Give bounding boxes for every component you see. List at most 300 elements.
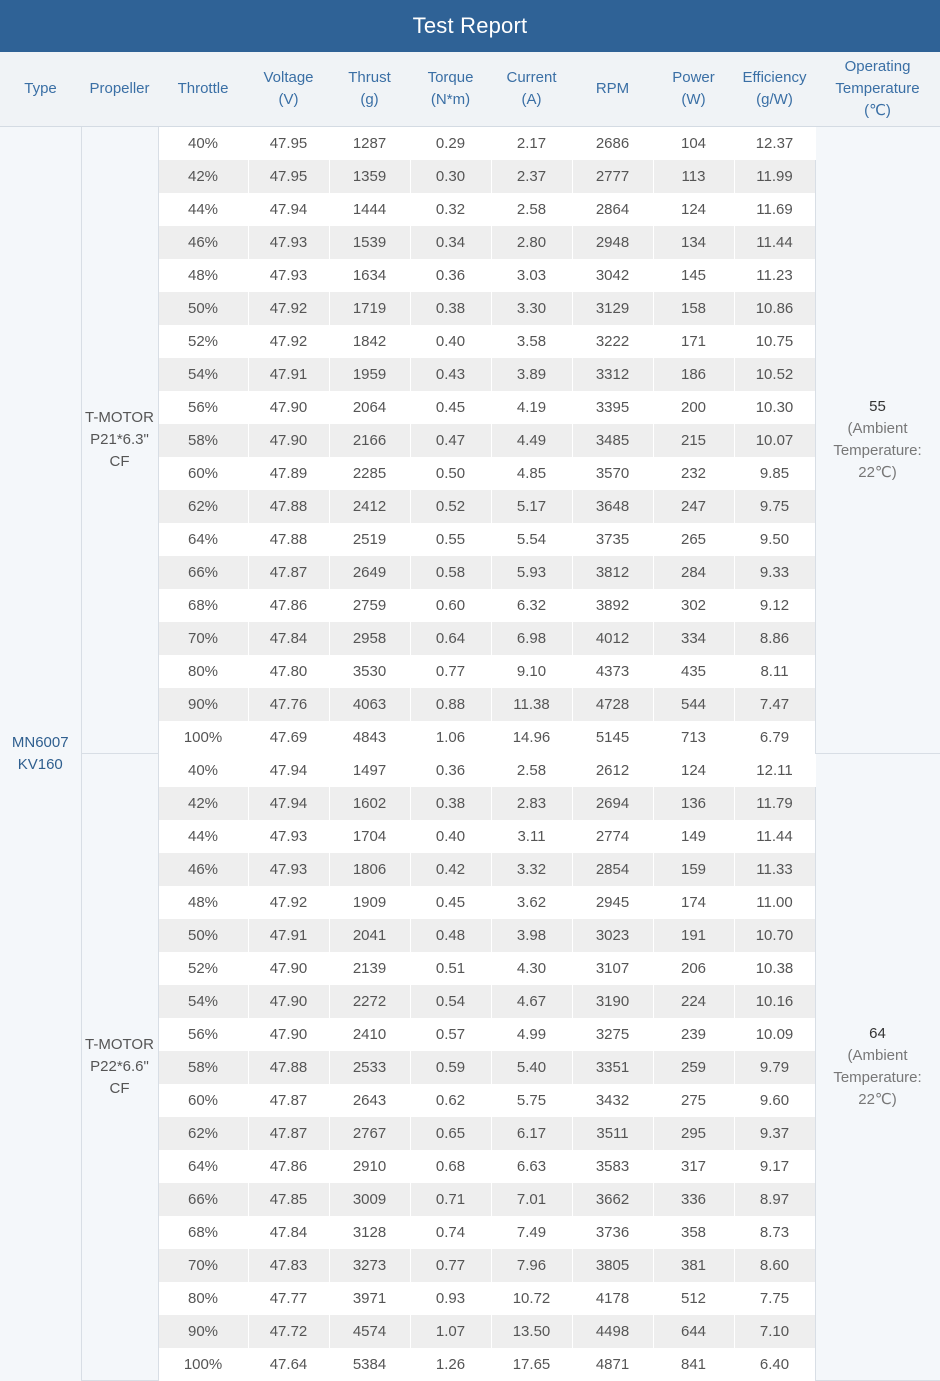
cell-rpm: 3892: [572, 589, 653, 622]
cell-throttle: 68%: [158, 1216, 248, 1249]
operating-temperature-cell: [815, 127, 940, 754]
cell-rpm: 2777: [572, 160, 653, 193]
cell-power: 358: [653, 1216, 734, 1249]
cell-throttle: 56%: [158, 1018, 248, 1051]
cell-rpm: 3395: [572, 391, 653, 424]
cell-thrust: 2041: [329, 919, 410, 952]
cell-voltage: 47.88: [248, 523, 329, 556]
cell-voltage: 47.92: [248, 325, 329, 358]
cell-torque: 0.29: [410, 127, 491, 160]
cell-current: 4.19: [491, 391, 572, 424]
cell-throttle: 100%: [158, 1348, 248, 1381]
propeller-cell: T-MOTOR P21*6.3" CF: [81, 127, 158, 754]
cell-current: 4.99: [491, 1018, 572, 1051]
cell-thrust: 4574: [329, 1315, 410, 1348]
cell-voltage: 47.90: [248, 1018, 329, 1051]
cell-power: 113: [653, 160, 734, 193]
cell-voltage: 47.90: [248, 424, 329, 457]
cell-rpm: 2694: [572, 787, 653, 820]
cell-thrust: 5384: [329, 1348, 410, 1381]
type-cell: MN6007 KV160: [0, 127, 81, 1381]
cell-power: 159: [653, 853, 734, 886]
cell-efficiency: 8.73: [734, 1216, 815, 1249]
cell-thrust: 2910: [329, 1150, 410, 1183]
cell-current: 6.98: [491, 622, 572, 655]
cell-power: 136: [653, 787, 734, 820]
cell-current: 2.58: [491, 754, 572, 787]
cell-voltage: 47.90: [248, 391, 329, 424]
cell-voltage: 47.94: [248, 787, 329, 820]
cell-torque: 0.43: [410, 358, 491, 391]
cell-voltage: 47.87: [248, 1117, 329, 1150]
cell-efficiency: 10.30: [734, 391, 815, 424]
cell-throttle: 60%: [158, 1084, 248, 1117]
cell-power: 239: [653, 1018, 734, 1051]
cell-voltage: 47.93: [248, 820, 329, 853]
cell-thrust: 1842: [329, 325, 410, 358]
cell-efficiency: 9.33: [734, 556, 815, 589]
cell-voltage: 47.85: [248, 1183, 329, 1216]
cell-voltage: 47.93: [248, 853, 329, 886]
cell-voltage: 47.76: [248, 688, 329, 721]
cell-voltage: 47.77: [248, 1282, 329, 1315]
cell-voltage: 47.83: [248, 1249, 329, 1282]
cell-power: 259: [653, 1051, 734, 1084]
cell-throttle: 80%: [158, 655, 248, 688]
cell-throttle: 70%: [158, 1249, 248, 1282]
cell-voltage: 47.95: [248, 127, 329, 160]
cell-throttle: 68%: [158, 589, 248, 622]
table-row: [0, 127, 940, 160]
cell-throttle: 42%: [158, 160, 248, 193]
cell-power: 134: [653, 226, 734, 259]
cell-throttle: 48%: [158, 259, 248, 292]
cell-power: 336: [653, 1183, 734, 1216]
cell-thrust: 2272: [329, 985, 410, 1018]
temperature-value: 55: [869, 398, 886, 415]
cell-throttle: 44%: [158, 820, 248, 853]
cell-throttle: 48%: [158, 886, 248, 919]
cell-power: 302: [653, 589, 734, 622]
cell-thrust: 2285: [329, 457, 410, 490]
cell-thrust: 3009: [329, 1183, 410, 1216]
header-row: [0, 52, 940, 127]
cell-rpm: 4498: [572, 1315, 653, 1348]
cell-rpm: 3648: [572, 490, 653, 523]
report-title: Test Report: [0, 0, 940, 52]
cell-power: 334: [653, 622, 734, 655]
cell-thrust: 2649: [329, 556, 410, 589]
cell-throttle: 54%: [158, 358, 248, 391]
cell-current: 2.83: [491, 787, 572, 820]
cell-current: 5.93: [491, 556, 572, 589]
cell-thrust: 1602: [329, 787, 410, 820]
cell-throttle: 44%: [158, 193, 248, 226]
cell-current: 6.32: [491, 589, 572, 622]
column-header-operating-temperature: Operating Temperature (℃): [815, 52, 940, 127]
cell-voltage: 47.94: [248, 193, 329, 226]
cell-efficiency: 7.47: [734, 688, 815, 721]
cell-torque: 0.54: [410, 985, 491, 1018]
cell-rpm: 4373: [572, 655, 653, 688]
cell-torque: 0.64: [410, 622, 491, 655]
cell-efficiency: 10.52: [734, 358, 815, 391]
cell-voltage: 47.91: [248, 919, 329, 952]
cell-efficiency: 11.23: [734, 259, 815, 292]
cell-rpm: 3222: [572, 325, 653, 358]
cell-rpm: 3190: [572, 985, 653, 1018]
cell-efficiency: 12.11: [734, 754, 815, 787]
cell-rpm: 3485: [572, 424, 653, 457]
cell-thrust: 2533: [329, 1051, 410, 1084]
column-header-current: Current (A): [491, 52, 572, 127]
cell-power: 171: [653, 325, 734, 358]
cell-rpm: 3129: [572, 292, 653, 325]
cell-torque: 0.62: [410, 1084, 491, 1117]
cell-torque: 0.65: [410, 1117, 491, 1150]
cell-current: 3.58: [491, 325, 572, 358]
cell-thrust: 2759: [329, 589, 410, 622]
column-header-efficiency: Efficiency (g/W): [734, 52, 815, 127]
cell-thrust: 4843: [329, 721, 410, 754]
cell-rpm: 4871: [572, 1348, 653, 1381]
cell-torque: 0.42: [410, 853, 491, 886]
cell-torque: 0.59: [410, 1051, 491, 1084]
cell-torque: 0.77: [410, 1249, 491, 1282]
cell-current: 6.17: [491, 1117, 572, 1150]
cell-efficiency: 6.40: [734, 1348, 815, 1381]
cell-power: 145: [653, 259, 734, 292]
cell-rpm: 2774: [572, 820, 653, 853]
cell-rpm: 3351: [572, 1051, 653, 1084]
cell-torque: 1.06: [410, 721, 491, 754]
cell-throttle: 62%: [158, 490, 248, 523]
cell-efficiency: 8.86: [734, 622, 815, 655]
cell-thrust: 1634: [329, 259, 410, 292]
cell-efficiency: 8.97: [734, 1183, 815, 1216]
cell-rpm: 3511: [572, 1117, 653, 1150]
cell-power: 544: [653, 688, 734, 721]
cell-current: 6.63: [491, 1150, 572, 1183]
cell-efficiency: 9.79: [734, 1051, 815, 1084]
cell-current: 2.80: [491, 226, 572, 259]
cell-rpm: 2854: [572, 853, 653, 886]
cell-voltage: 47.86: [248, 589, 329, 622]
cell-torque: 0.36: [410, 259, 491, 292]
cell-power: 215: [653, 424, 734, 457]
cell-current: 13.50: [491, 1315, 572, 1348]
cell-torque: 0.88: [410, 688, 491, 721]
cell-rpm: 3583: [572, 1150, 653, 1183]
test-report-table: [0, 52, 940, 1381]
cell-power: 191: [653, 919, 734, 952]
cell-power: 713: [653, 721, 734, 754]
cell-power: 149: [653, 820, 734, 853]
cell-torque: 0.68: [410, 1150, 491, 1183]
cell-torque: 0.40: [410, 325, 491, 358]
cell-rpm: 2686: [572, 127, 653, 160]
cell-current: 5.54: [491, 523, 572, 556]
cell-torque: 0.74: [410, 1216, 491, 1249]
cell-torque: 0.58: [410, 556, 491, 589]
cell-voltage: 47.92: [248, 292, 329, 325]
cell-efficiency: 11.00: [734, 886, 815, 919]
cell-voltage: 47.88: [248, 490, 329, 523]
column-header-rpm: RPM: [572, 52, 653, 127]
cell-power: 124: [653, 193, 734, 226]
cell-power: 206: [653, 952, 734, 985]
cell-efficiency: 9.60: [734, 1084, 815, 1117]
cell-voltage: 47.72: [248, 1315, 329, 1348]
cell-rpm: 3042: [572, 259, 653, 292]
cell-efficiency: 10.75: [734, 325, 815, 358]
cell-current: 4.67: [491, 985, 572, 1018]
cell-current: 3.98: [491, 919, 572, 952]
cell-voltage: 47.91: [248, 358, 329, 391]
cell-voltage: 47.87: [248, 1084, 329, 1117]
cell-power: 265: [653, 523, 734, 556]
cell-current: 14.96: [491, 721, 572, 754]
cell-thrust: 1359: [329, 160, 410, 193]
cell-efficiency: 11.69: [734, 193, 815, 226]
cell-thrust: 2958: [329, 622, 410, 655]
cell-rpm: 3275: [572, 1018, 653, 1051]
cell-throttle: 80%: [158, 1282, 248, 1315]
cell-power: 174: [653, 886, 734, 919]
cell-torque: 0.38: [410, 787, 491, 820]
cell-thrust: 1287: [329, 127, 410, 160]
cell-rpm: 4012: [572, 622, 653, 655]
cell-torque: 0.34: [410, 226, 491, 259]
cell-efficiency: 12.37: [734, 127, 815, 160]
cell-power: 317: [653, 1150, 734, 1183]
cell-torque: 0.48: [410, 919, 491, 952]
cell-voltage: 47.90: [248, 952, 329, 985]
cell-rpm: 3312: [572, 358, 653, 391]
cell-torque: 0.60: [410, 589, 491, 622]
cell-efficiency: 10.70: [734, 919, 815, 952]
column-header-propeller: Propeller: [81, 52, 158, 127]
cell-efficiency: 7.10: [734, 1315, 815, 1348]
cell-thrust: 2412: [329, 490, 410, 523]
cell-voltage: 47.88: [248, 1051, 329, 1084]
column-header-power: Power (W): [653, 52, 734, 127]
cell-efficiency: 9.50: [734, 523, 815, 556]
ambient-temperature-note: (Ambient Temperature: 22℃): [833, 1047, 922, 1108]
cell-efficiency: 9.17: [734, 1150, 815, 1183]
cell-torque: 0.40: [410, 820, 491, 853]
cell-torque: 0.30: [410, 160, 491, 193]
cell-current: 3.30: [491, 292, 572, 325]
cell-current: 3.89: [491, 358, 572, 391]
cell-throttle: 50%: [158, 919, 248, 952]
column-header-voltage: Voltage (V): [248, 52, 329, 127]
cell-torque: 1.26: [410, 1348, 491, 1381]
cell-efficiency: 9.85: [734, 457, 815, 490]
cell-current: 4.85: [491, 457, 572, 490]
cell-power: 224: [653, 985, 734, 1018]
ambient-temperature-note: (Ambient Temperature: 22℃): [833, 420, 922, 481]
cell-current: 4.49: [491, 424, 572, 457]
cell-throttle: 70%: [158, 622, 248, 655]
cell-thrust: 1959: [329, 358, 410, 391]
cell-thrust: 1539: [329, 226, 410, 259]
cell-torque: 0.38: [410, 292, 491, 325]
cell-efficiency: 11.33: [734, 853, 815, 886]
cell-power: 284: [653, 556, 734, 589]
cell-torque: 0.36: [410, 754, 491, 787]
cell-current: 2.58: [491, 193, 572, 226]
cell-thrust: 1444: [329, 193, 410, 226]
cell-power: 158: [653, 292, 734, 325]
cell-rpm: 3736: [572, 1216, 653, 1249]
cell-voltage: 47.64: [248, 1348, 329, 1381]
cell-torque: 0.57: [410, 1018, 491, 1051]
cell-power: 124: [653, 754, 734, 787]
cell-throttle: 100%: [158, 721, 248, 754]
cell-rpm: 5145: [572, 721, 653, 754]
cell-efficiency: 11.44: [734, 820, 815, 853]
cell-throttle: 40%: [158, 754, 248, 787]
cell-power: 295: [653, 1117, 734, 1150]
cell-thrust: 1497: [329, 754, 410, 787]
cell-voltage: 47.94: [248, 754, 329, 787]
cell-thrust: 4063: [329, 688, 410, 721]
cell-torque: 0.32: [410, 193, 491, 226]
cell-power: 200: [653, 391, 734, 424]
cell-torque: 0.52: [410, 490, 491, 523]
cell-voltage: 47.84: [248, 1216, 329, 1249]
cell-throttle: 60%: [158, 457, 248, 490]
column-header-throttle: Throttle: [158, 52, 248, 127]
cell-current: 5.75: [491, 1084, 572, 1117]
cell-torque: 0.77: [410, 655, 491, 688]
cell-voltage: 47.80: [248, 655, 329, 688]
cell-thrust: 2767: [329, 1117, 410, 1150]
column-header-thrust: Thrust (g): [329, 52, 410, 127]
cell-rpm: 2945: [572, 886, 653, 919]
cell-voltage: 47.92: [248, 886, 329, 919]
cell-power: 435: [653, 655, 734, 688]
cell-rpm: 3805: [572, 1249, 653, 1282]
cell-power: 841: [653, 1348, 734, 1381]
cell-voltage: 47.93: [248, 259, 329, 292]
column-header-type: Type: [0, 52, 81, 127]
cell-current: 3.03: [491, 259, 572, 292]
cell-thrust: 3530: [329, 655, 410, 688]
cell-voltage: 47.90: [248, 985, 329, 1018]
cell-current: 11.38: [491, 688, 572, 721]
cell-rpm: 4178: [572, 1282, 653, 1315]
cell-thrust: 2166: [329, 424, 410, 457]
cell-throttle: 46%: [158, 853, 248, 886]
cell-throttle: 42%: [158, 787, 248, 820]
cell-efficiency: 10.16: [734, 985, 815, 1018]
cell-thrust: 3971: [329, 1282, 410, 1315]
cell-throttle: 90%: [158, 688, 248, 721]
cell-throttle: 56%: [158, 391, 248, 424]
cell-torque: 0.50: [410, 457, 491, 490]
cell-power: 247: [653, 490, 734, 523]
cell-current: 2.17: [491, 127, 572, 160]
cell-voltage: 47.87: [248, 556, 329, 589]
cell-current: 2.37: [491, 160, 572, 193]
cell-current: 4.30: [491, 952, 572, 985]
cell-thrust: 2410: [329, 1018, 410, 1051]
cell-current: 3.62: [491, 886, 572, 919]
column-header-torque: Torque (N*m): [410, 52, 491, 127]
cell-efficiency: 9.12: [734, 589, 815, 622]
operating-temperature-cell: [815, 754, 940, 1381]
cell-throttle: 54%: [158, 985, 248, 1018]
cell-rpm: 3812: [572, 556, 653, 589]
cell-voltage: 47.89: [248, 457, 329, 490]
cell-rpm: 2612: [572, 754, 653, 787]
cell-efficiency: 10.09: [734, 1018, 815, 1051]
table-body: [0, 127, 940, 1381]
cell-torque: 0.45: [410, 391, 491, 424]
cell-rpm: 4728: [572, 688, 653, 721]
cell-power: 275: [653, 1084, 734, 1117]
cell-rpm: 3023: [572, 919, 653, 952]
cell-thrust: 2519: [329, 523, 410, 556]
cell-efficiency: 10.86: [734, 292, 815, 325]
cell-current: 17.65: [491, 1348, 572, 1381]
cell-rpm: 3432: [572, 1084, 653, 1117]
cell-rpm: 3735: [572, 523, 653, 556]
cell-efficiency: 8.60: [734, 1249, 815, 1282]
cell-torque: 0.51: [410, 952, 491, 985]
cell-voltage: 47.95: [248, 160, 329, 193]
cell-thrust: 3128: [329, 1216, 410, 1249]
cell-current: 3.32: [491, 853, 572, 886]
cell-current: 7.96: [491, 1249, 572, 1282]
cell-voltage: 47.69: [248, 721, 329, 754]
propeller-cell: T-MOTOR P22*6.6" CF: [81, 754, 158, 1381]
cell-current: 5.17: [491, 490, 572, 523]
cell-efficiency: 11.44: [734, 226, 815, 259]
cell-throttle: 40%: [158, 127, 248, 160]
cell-power: 644: [653, 1315, 734, 1348]
cell-thrust: 2139: [329, 952, 410, 985]
cell-thrust: 2643: [329, 1084, 410, 1117]
cell-efficiency: 6.79: [734, 721, 815, 754]
cell-torque: 0.47: [410, 424, 491, 457]
cell-throttle: 66%: [158, 556, 248, 589]
cell-rpm: 3107: [572, 952, 653, 985]
cell-rpm: 3570: [572, 457, 653, 490]
cell-power: 381: [653, 1249, 734, 1282]
cell-thrust: 1704: [329, 820, 410, 853]
cell-throttle: 64%: [158, 523, 248, 556]
cell-efficiency: 8.11: [734, 655, 815, 688]
cell-throttle: 58%: [158, 1051, 248, 1084]
cell-power: 104: [653, 127, 734, 160]
cell-rpm: 3662: [572, 1183, 653, 1216]
cell-voltage: 47.84: [248, 622, 329, 655]
cell-rpm: 2864: [572, 193, 653, 226]
cell-efficiency: 11.99: [734, 160, 815, 193]
cell-power: 186: [653, 358, 734, 391]
cell-current: 5.40: [491, 1051, 572, 1084]
cell-throttle: 46%: [158, 226, 248, 259]
cell-current: 9.10: [491, 655, 572, 688]
cell-voltage: 47.93: [248, 226, 329, 259]
cell-throttle: 66%: [158, 1183, 248, 1216]
cell-efficiency: 9.75: [734, 490, 815, 523]
cell-efficiency: 10.07: [734, 424, 815, 457]
cell-current: 7.49: [491, 1216, 572, 1249]
